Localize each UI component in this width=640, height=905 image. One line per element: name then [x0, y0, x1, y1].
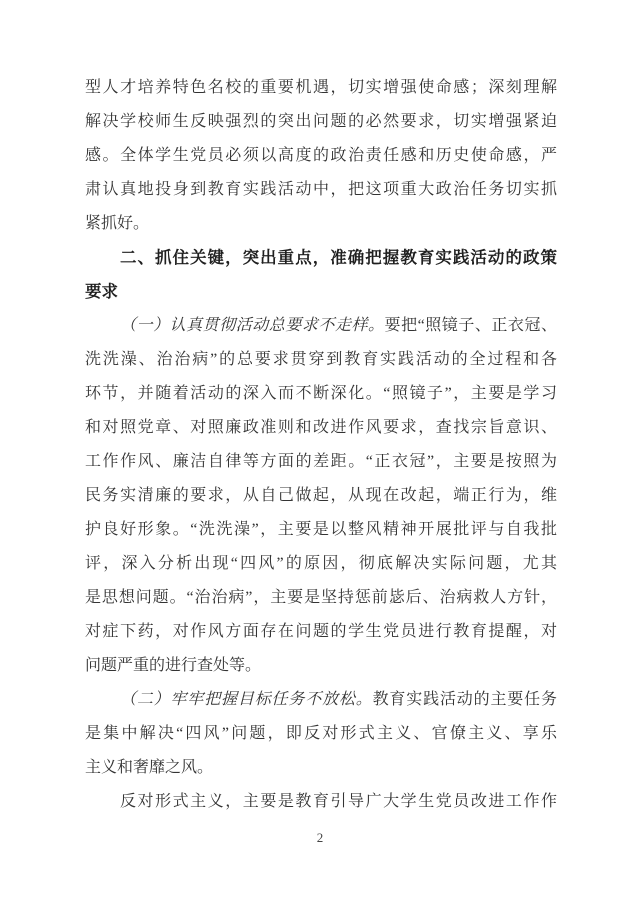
text-line: 对症下药，对作风方面存在问题的学生党员进行教育提醒，对 [85, 623, 557, 640]
section-heading [85, 241, 557, 309]
text-line: 民务实清廉的要求，从自己做起，从现在改起，端正行为，维 [85, 487, 557, 504]
text-run: 要把“照镜子、正衣冠、 [384, 317, 557, 334]
text-line: 护良好形象。“洗洗澡”，主要是以整风精神开展批评与自我批 [85, 521, 557, 538]
text-line [85, 683, 557, 717]
text-line: 工作作风、廉洁自律等方面的差距。“正衣冠”，主要是按照为 [85, 453, 557, 470]
text-line: 是思想问题。“治治病”，主要是坚持惩前毖后、治病救人方针， [85, 589, 557, 606]
text-line: 洗洗澡、治治病”的总要求贯穿到教育实践活动的全过程和各 [85, 351, 557, 368]
text-line [85, 309, 557, 343]
text-line: 解决学校师生反映强烈的突出问题的必然要求，切实增强紧迫 [85, 113, 557, 130]
paragraph-item-one [85, 309, 557, 683]
text-line: 环节，并随着活动的深入而不断深化。“照镜子”，主要是学习 [85, 385, 557, 402]
paragraph-item-two [85, 683, 557, 785]
subitem-lead: （二）牢牢把握目标任务不放松。 [120, 691, 373, 708]
text-line: 反对形式主义，主要是教育引导广大学生党员改进工作作 [120, 793, 557, 810]
text-line: 感。全体学生党员必须以高度的政治责任感和历史使命感，严 [85, 147, 557, 164]
text-line: 评，深入分析出现“四风”的原因，彻底解决实际问题，尤其 [85, 555, 557, 572]
text-line: 主义和奢靡之风。 [85, 759, 214, 776]
document-body [85, 71, 557, 819]
text-line: 问题严重的进行查处等。 [85, 657, 262, 674]
paragraph-continued [85, 71, 557, 241]
text-line: 是集中解决“四风”问题，即反对形式主义、官僚主义、享乐 [85, 725, 557, 742]
text-line: 肃认真地投身到教育实践活动中，把这项重大政治任务切实抓 [85, 181, 557, 198]
paragraph-oppose-formalism [85, 785, 557, 819]
page-number: 2 [316, 830, 324, 845]
section-heading-line-2: 要求 [85, 283, 118, 301]
section-heading-line-1: 二、抓住关键，突出重点，准确把握教育实践活动的政策 [120, 249, 557, 267]
subitem-lead: （一）认真贯彻活动总要求不走样。 [120, 317, 385, 334]
text-line: 型人才培养特色名校的重要机遇，切实增强使命感；深刻理解 [85, 79, 557, 96]
text-line: 和对照党章、对照廉政准则和改进作风要求，查找宗旨意识、 [85, 419, 557, 436]
text-line: 紧抓好。 [85, 215, 150, 232]
text-run: 教育实践活动的主要任务 [372, 691, 557, 708]
